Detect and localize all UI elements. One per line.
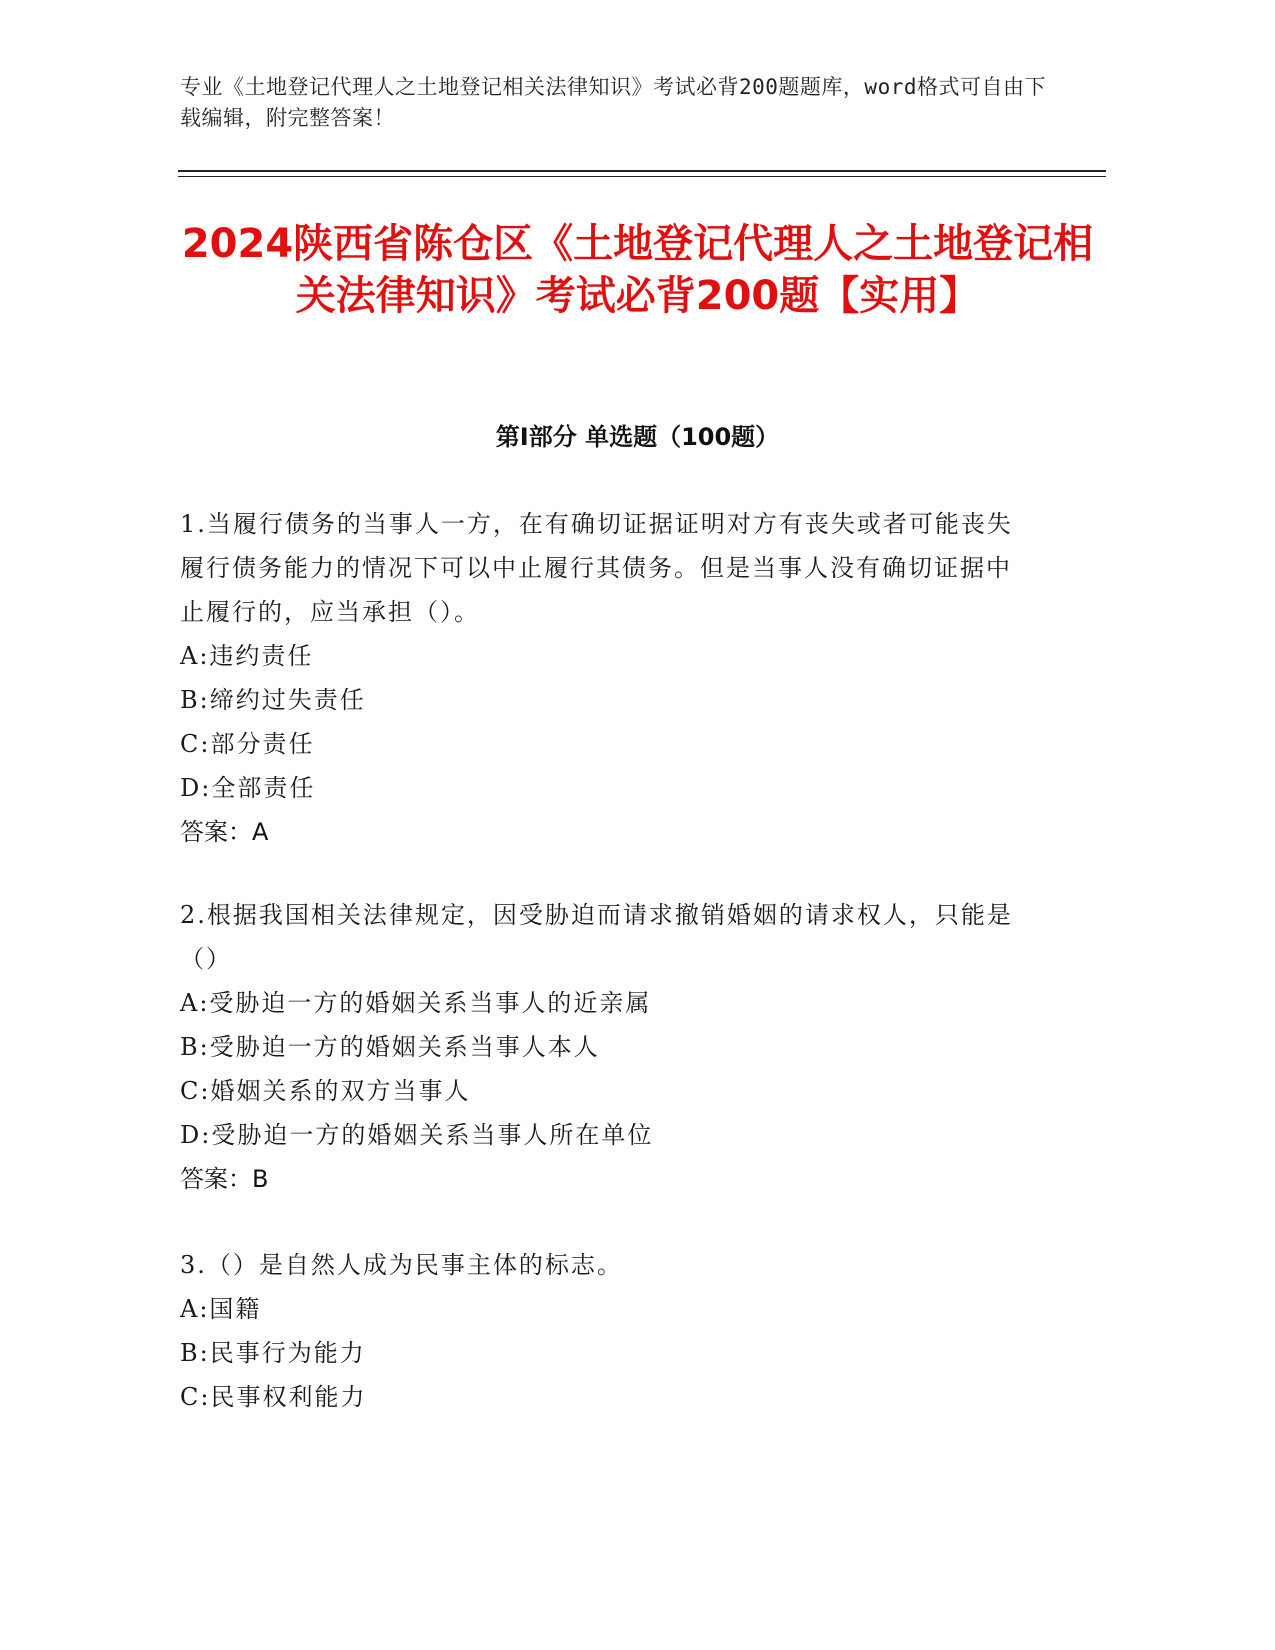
- question-3: [180, 1243, 1030, 1419]
- question-stem: 3.（）是自然人成为民事主体的标志。: [180, 1251, 623, 1279]
- option-b: B:缔约过失责任: [180, 686, 366, 714]
- question-1: [180, 502, 1030, 854]
- header-divider-thick: [178, 170, 1106, 172]
- option-d: D:全部责任: [180, 774, 316, 802]
- option-a: A:受胁迫一方的婚姻关系当事人的近亲属: [180, 989, 652, 1017]
- header-note: 专业《土地登记代理人之土地登记相关法律知识》考试必背200题题库，word格式可自由下载编辑，附完整答案！: [180, 75, 1046, 130]
- header-divider-thin: [178, 176, 1106, 177]
- question-stem: 2.根据我国相关法律规定，因受胁迫而请求撤销婚姻的请求权人，只能是（）: [180, 901, 1013, 973]
- option-a: A:国籍: [180, 1295, 262, 1323]
- option-c: C:民事权利能力: [180, 1383, 367, 1411]
- option-a: A:违约责任: [180, 642, 314, 670]
- answer: 答案：A: [180, 818, 269, 846]
- option-c: C:部分责任: [180, 730, 315, 758]
- question-2: [180, 893, 1030, 1201]
- option-b: B:民事行为能力: [180, 1339, 366, 1367]
- answer: 答案：B: [180, 1165, 269, 1193]
- option-d: D:受胁迫一方的婚姻关系当事人所在单位: [180, 1121, 654, 1149]
- section-heading: 第Ⅰ部分 单选题（100题）: [495, 423, 780, 451]
- question-stem: 1.当履行债务的当事人一方，在有确切证据证明对方有丧失或者可能丧失履行债务能力的情况下可以中止履行其债务。但是当事人没有确切证据中止履行的，应当承担（）。: [180, 510, 1013, 626]
- document-title: 2024陕西省陈仓区《土地登记代理人之土地登记相关法律知识》考试必背200题【实用】: [181, 221, 1094, 319]
- option-c: C:婚姻关系的双方当事人: [180, 1077, 471, 1105]
- option-b: B:受胁迫一方的婚姻关系当事人本人: [180, 1033, 600, 1061]
